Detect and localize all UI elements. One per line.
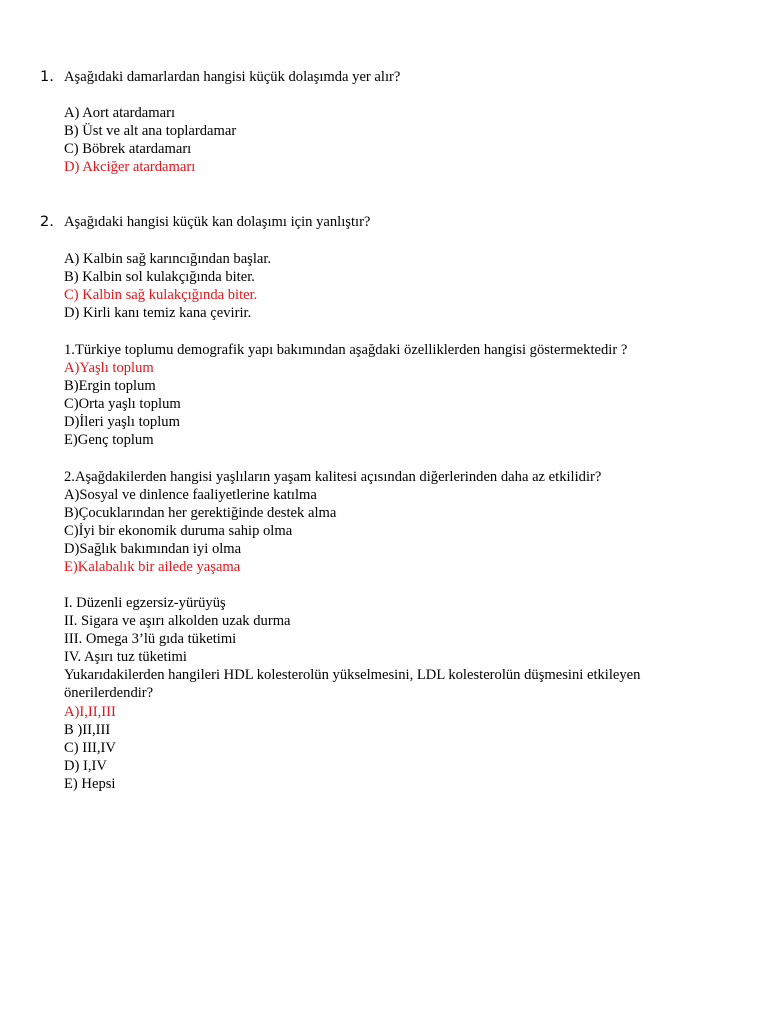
question-1-option-a: A) Aort atardamarı bbox=[64, 105, 176, 121]
question-2-option-b: B) Kalbin sol kulakçığında biter. bbox=[64, 269, 255, 285]
question-4-option-a: A)Sosyal ve dinlence faaliyetlerine katılma bbox=[64, 487, 317, 503]
question-5-statement-2: II. Sigara ve aşırı alkolden uzak durma bbox=[64, 613, 291, 629]
question-2-option-c-answer: C) Kalbin sağ kulakçığında biter. bbox=[64, 287, 258, 303]
question-3-option-e: E)Genç toplum bbox=[64, 432, 154, 448]
question-5-statement-1: I. Düzenli egzersiz-yürüyüş bbox=[64, 595, 226, 611]
question-3-text: 1.Türkiye toplumu demografik yapı bakımından aşağdaki özelliklerden hangisi göstermektedir ? bbox=[64, 342, 628, 358]
question-1-number: 1. bbox=[40, 69, 54, 85]
question-4-option-c: C)İyi bir ekonomik duruma sahip olma bbox=[64, 523, 293, 539]
question-5-statement-4: IV. Aşırı tuz tüketimi bbox=[64, 649, 187, 665]
question-3-option-c: C)Orta yaşlı toplum bbox=[64, 396, 181, 412]
question-5-option-e: E) Hepsi bbox=[64, 776, 116, 792]
question-3-option-a-answer: A)Yaşlı toplum bbox=[64, 360, 154, 376]
question-4-option-b: B)Çocuklarından her gerektiğinde destek alma bbox=[64, 505, 337, 521]
question-5-option-a-answer: A)I,II,III bbox=[64, 704, 116, 720]
question-3-option-b: B)Ergin toplum bbox=[64, 378, 156, 394]
question-5-text-line-1: Yukarıdakilerden hangileri HDL kolesterolün yükselmesini, LDL kolesterolün düşmesini etkileyen bbox=[64, 667, 641, 683]
question-2-option-d: D) Kirli kanı temiz kana çevirir. bbox=[64, 305, 252, 321]
question-3-option-d: D)İleri yaşlı toplum bbox=[64, 414, 180, 430]
question-1-option-c: C) Böbrek atardamarı bbox=[64, 141, 192, 157]
question-1-option-b: B) Üst ve alt ana toplardamar bbox=[64, 123, 237, 139]
question-1-option-d-answer: D) Akciğer atardamarı bbox=[64, 159, 196, 175]
question-2-option-a: A) Kalbin sağ karıncığından başlar. bbox=[64, 251, 272, 267]
question-5-text-line-2: önerilerdendir? bbox=[64, 685, 154, 701]
question-5-option-b: B )II,III bbox=[64, 722, 111, 738]
question-2-number: 2. bbox=[40, 214, 54, 230]
question-5-statement-3: III. Omega 3’lü gıda tüketimi bbox=[64, 631, 237, 647]
question-2-text: Aşağıdaki hangisi küçük kan dolaşımı için yanlıştır? bbox=[64, 214, 371, 230]
question-5-option-d: D) I,IV bbox=[64, 758, 107, 774]
question-4-text: 2.Aşağdakilerden hangisi yaşlıların yaşam kalitesi açısından diğerlerinden daha az etkilidir? bbox=[64, 469, 602, 485]
question-5-option-c: C) III,IV bbox=[64, 740, 116, 756]
question-1-text: Aşağıdaki damarlardan hangisi küçük dolaşımda yer alır? bbox=[64, 69, 401, 85]
question-4-option-e-answer: E)Kalabalık bir ailede yaşama bbox=[64, 559, 241, 575]
question-4-option-d: D)Sağlık bakımından iyi olma bbox=[64, 541, 242, 557]
